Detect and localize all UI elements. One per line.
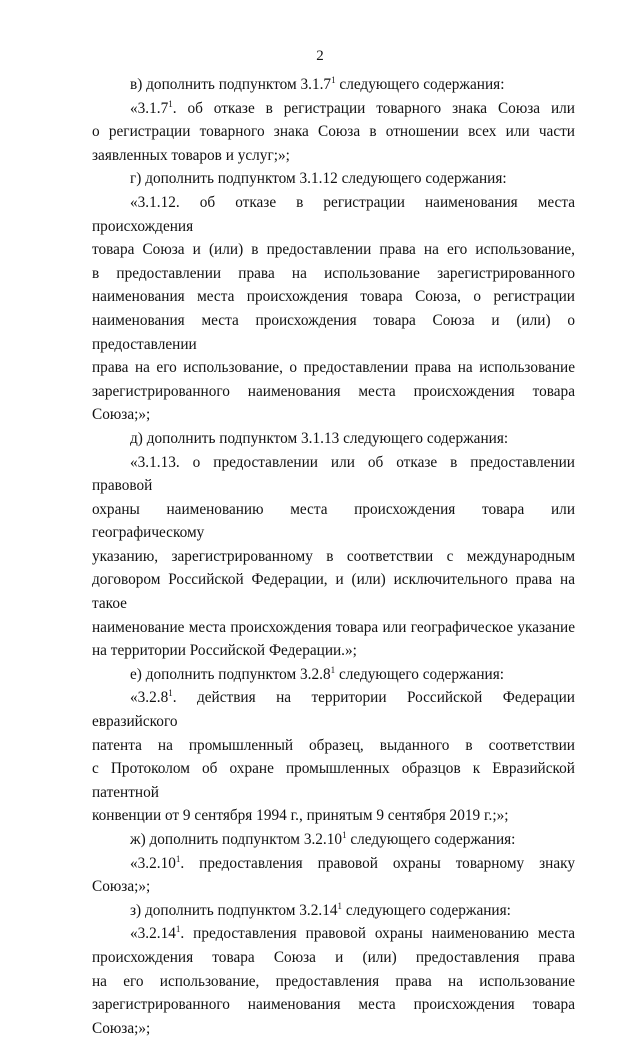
text-line <box>92 970 575 994</box>
text-line <box>92 144 575 168</box>
text-run: «3.1.13. о предоставлении или об отказе в предоставлении правовой <box>92 453 575 495</box>
text-line <box>92 639 575 663</box>
text-line <box>92 757 575 804</box>
text-line <box>92 97 575 121</box>
text-run: с Протоколом об охране промышленных образцов к Евразийской патентной <box>92 760 575 801</box>
text-line <box>92 380 575 427</box>
text-run: «3.2.14 <box>130 925 176 943</box>
text-run: охраны наименованию места происхождения товара или географическому <box>92 500 575 542</box>
text-line <box>92 285 575 309</box>
superscript: 1 <box>330 664 336 675</box>
text-run: права на его использование, о предоставлении права на использование <box>92 359 575 377</box>
text-run: патента на промышленный образец, выданного в соответствии <box>92 736 575 754</box>
text-line <box>92 498 575 545</box>
text-line <box>92 616 575 640</box>
paragraph <box>92 828 575 852</box>
text-run: следующего содержания: <box>335 665 505 683</box>
text-line <box>92 309 575 356</box>
paragraph <box>92 73 575 97</box>
text-line <box>92 191 575 238</box>
paragraph <box>92 852 575 899</box>
paragraph <box>92 922 575 1040</box>
text-line <box>92 238 575 262</box>
text-run: в предоставлении права на использование зарегистрированного <box>92 264 575 282</box>
text-run: договором Российской Федерации, и (или) исключительного права на такое <box>92 571 575 613</box>
text-run: в) дополнить подпунктом 3.1.7 <box>130 76 332 93</box>
text-run: . действия на территории Российской Федерации евразийского <box>92 689 575 731</box>
text-run: товара Союза и (или) в предоставлении права на его использование, <box>92 241 575 259</box>
text-run: следующего содержания: <box>342 901 511 919</box>
text-line <box>92 686 575 733</box>
page-number: 2 <box>316 48 324 64</box>
paragraph <box>92 167 575 191</box>
text-run: «3.1.7 <box>130 99 169 117</box>
text-run: следующего содержания: <box>346 831 516 848</box>
text-run: на его использование, предоставления права на использование <box>92 972 575 990</box>
paragraph <box>92 427 575 451</box>
superscript: 1 <box>175 853 181 864</box>
text-line <box>92 828 575 852</box>
text-run: наименование места происхождения товара или географическое указание <box>92 618 575 636</box>
text-line <box>92 73 575 97</box>
text-run: д) дополнить подпунктом 3.1.13 следующего содержания: <box>130 429 509 447</box>
superscript: 1 <box>331 75 336 85</box>
paragraph <box>92 686 575 828</box>
text-line <box>92 568 575 615</box>
paragraph <box>92 191 575 427</box>
text-run: на территории Российской Федерации.»; <box>92 642 357 660</box>
text-run: следующего содержания: <box>335 76 505 93</box>
text-line <box>92 120 575 144</box>
paragraph <box>92 97 575 168</box>
text-line <box>92 451 575 498</box>
superscript: 1 <box>337 900 343 911</box>
text-run: е) дополнить подпунктом 3.2.8 <box>130 665 331 683</box>
text-run: наименования места происхождения товара Союза, о регистрации <box>92 288 575 306</box>
text-run: указанию, зарегистрированному в соответствии с международным <box>92 547 575 565</box>
text-run: заявленных товаров и услуг;»; <box>92 146 290 164</box>
superscript: 1 <box>342 830 347 840</box>
text-line <box>92 356 575 380</box>
text-line <box>92 545 575 569</box>
paragraph <box>92 663 575 687</box>
text-line <box>92 427 575 451</box>
text-run: зарегистрированного наименования места происхождения товара Союза;»; <box>92 996 575 1037</box>
text-run: . предоставления правовой охраны товарному знаку Союза;»; <box>92 854 575 896</box>
superscript: 1 <box>168 688 173 699</box>
superscript: 1 <box>175 924 181 935</box>
text-run: зарегистрированного наименования места происхождения товара Союза;»; <box>92 382 575 424</box>
text-line <box>92 167 575 191</box>
text-run: «3.2.10 <box>130 854 176 872</box>
superscript: 1 <box>168 98 173 109</box>
text-line <box>92 663 575 687</box>
text-run: наименования места происхождения товара Союза и (или) о предоставлении <box>92 311 575 353</box>
text-line <box>92 262 575 286</box>
text-run: . предоставления правовой охраны наименованию места <box>180 925 575 943</box>
document-body <box>92 73 575 1040</box>
text-line <box>92 804 575 828</box>
paragraph <box>92 451 575 663</box>
text-run: происхождения товара Союза и (или) предоставления права <box>92 948 575 966</box>
text-run: ж) дополнить подпунктом 3.2.10 <box>130 831 343 848</box>
text-line <box>92 734 575 758</box>
text-run: «3.1.12. об отказе в регистрации наименования места происхождения <box>92 193 575 235</box>
text-line <box>92 993 575 1040</box>
text-line <box>92 946 575 970</box>
text-run: . об отказе в регистрации товарного знака Союза или <box>172 99 575 117</box>
paragraph <box>92 899 575 923</box>
text-run: о регистрации товарного знака Союза в отношении всех или части <box>92 123 575 141</box>
text-run: конвенции от 9 сентября 1994 г., принятым 9 сентября 2019 г.;»; <box>92 807 509 825</box>
text-run: з) дополнить подпунктом 3.2.14 <box>130 901 338 919</box>
text-run: «3.2.8 <box>130 689 169 707</box>
text-run: г) дополнить подпунктом 3.1.12 следующего содержания: <box>130 170 507 188</box>
text-line <box>92 899 575 923</box>
text-line <box>92 922 575 946</box>
text-line <box>92 852 575 899</box>
